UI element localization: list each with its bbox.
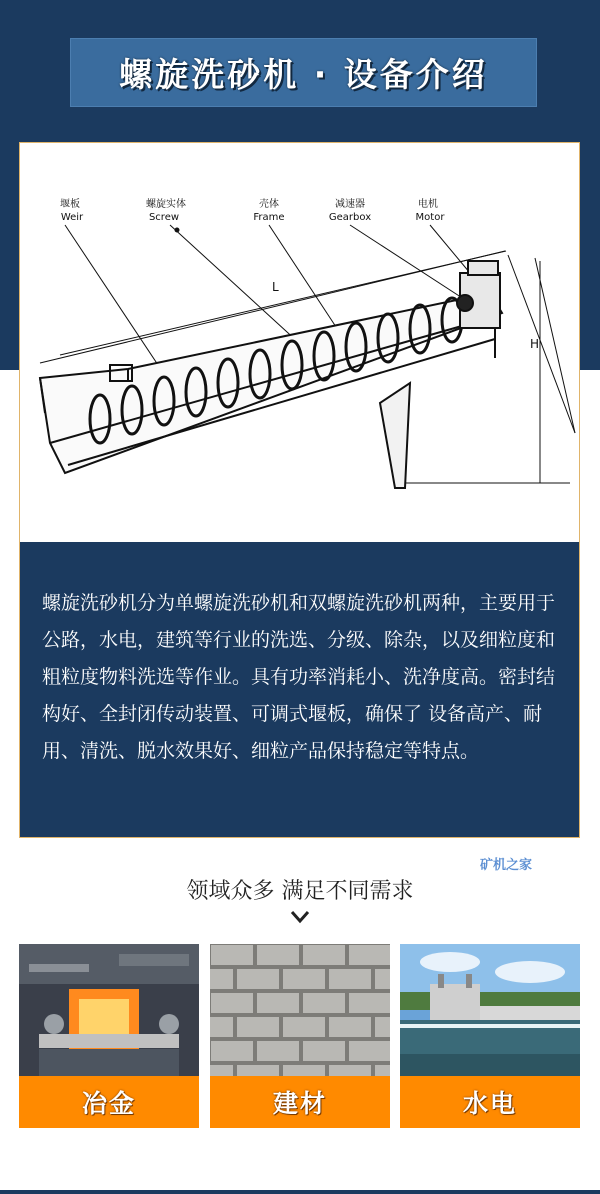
watermark-text: 矿机之家 bbox=[480, 858, 533, 873]
trough-body bbox=[40, 293, 502, 473]
discharge-chute bbox=[380, 383, 410, 488]
header-banner bbox=[70, 38, 537, 107]
label-motor-en: Motor bbox=[415, 212, 445, 223]
field-card-hydropower[interactable] bbox=[400, 944, 580, 1128]
machine-diagram-panel bbox=[19, 142, 580, 542]
chevron-down-icon bbox=[290, 910, 310, 924]
description-text: 螺旋洗砂机分为单螺旋洗砂机和双螺旋洗砂机两种，主要用于公路，水电，建筑等行业的洗选、分级、除杂，以及细粒度和粗粒度物料洗选等作业。具有功率消耗小、洗净度高。密封结构好、全封闭传动装置、可调式堰板，确保了 设备高产、耐用、清洗、脱水效果好、细粒产品保持稳定等特点。 bbox=[42, 592, 556, 762]
field-card-metallurgy[interactable] bbox=[19, 944, 199, 1128]
page-title: 螺旋洗砂机 · 设备介绍 bbox=[119, 55, 488, 94]
label-frame-en: Frame bbox=[253, 212, 285, 223]
bottom-divider bbox=[0, 1190, 600, 1194]
hydropower-photo bbox=[400, 944, 580, 1076]
field-label-hydropower: 水电 bbox=[400, 1076, 580, 1128]
label-frame-cn: 壳体 bbox=[259, 199, 279, 210]
description-panel bbox=[19, 542, 580, 838]
screw-washer-diagram bbox=[20, 143, 581, 543]
label-weir-cn: 堰板 bbox=[60, 199, 80, 210]
fields-section-title: 领域众多 满足不同需求 bbox=[186, 879, 414, 904]
label-motor-cn: 电机 bbox=[418, 199, 438, 210]
label-gearbox-en: Gearbox bbox=[328, 212, 372, 223]
field-label-metallurgy: 冶金 bbox=[19, 1076, 199, 1128]
building-materials-photo bbox=[210, 944, 390, 1076]
dimension-height-label: H bbox=[530, 337, 540, 351]
label-screw-en: Screw bbox=[148, 212, 180, 223]
field-label-building-materials: 建材 bbox=[210, 1076, 390, 1128]
label-screw-cn: 螺旋实体 bbox=[146, 199, 186, 210]
label-weir-en: Weir bbox=[60, 212, 84, 223]
metallurgy-photo bbox=[19, 944, 199, 1076]
label-gearbox-cn: 减速器 bbox=[335, 199, 365, 210]
dimension-length-label: L bbox=[272, 280, 279, 294]
field-card-building-materials[interactable] bbox=[210, 944, 390, 1128]
